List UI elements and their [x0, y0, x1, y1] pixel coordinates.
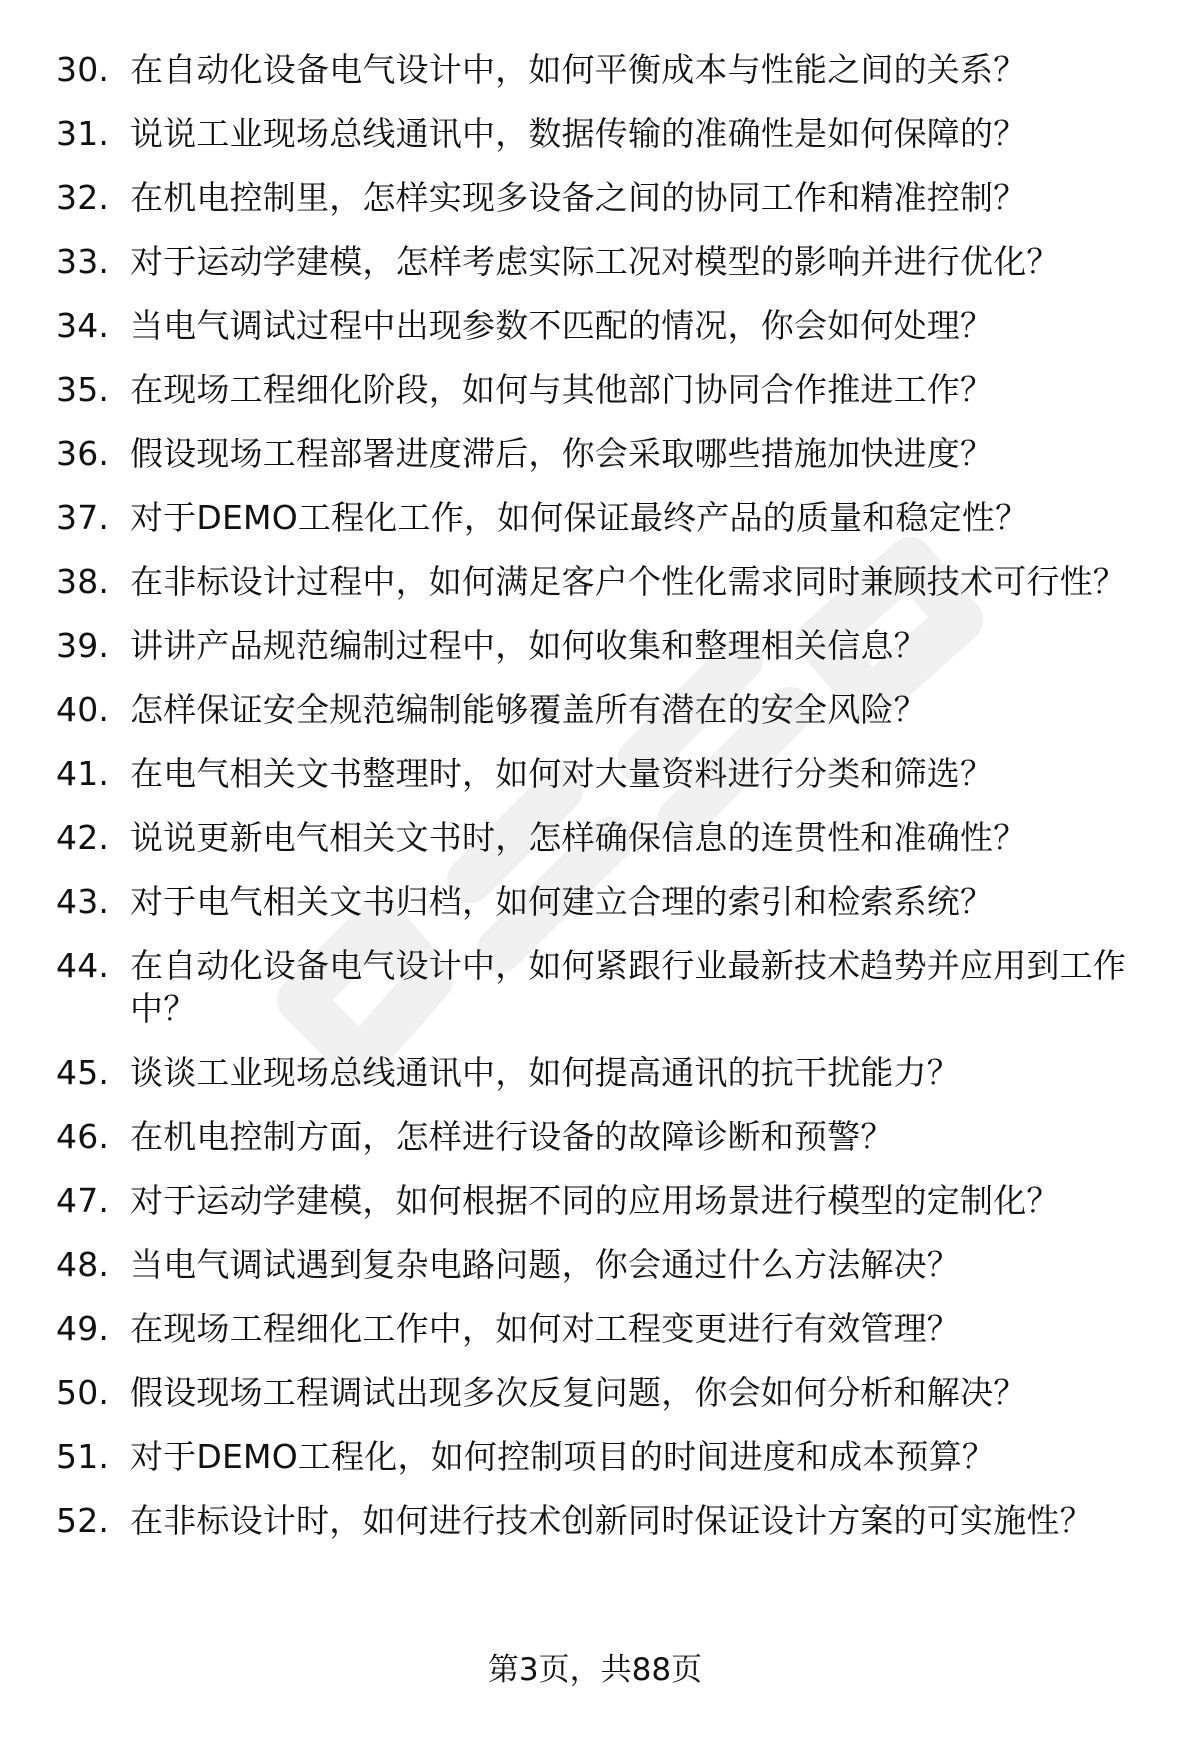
question-text: 讲讲产品规范编制过程中，如何收集和整理相关信息？: [130, 626, 927, 665]
question-text: 对于运动学建模，怎样考虑实际工况对模型的影响并进行优化？: [130, 242, 1060, 281]
question-item: [56, 752, 1146, 795]
question-number: 38.: [56, 562, 110, 601]
question-number: 44.: [56, 946, 110, 985]
question-text: 在机电控制方面，怎样进行设备的故障诊断和预警？: [130, 1117, 894, 1156]
question-number: 45.: [56, 1053, 110, 1092]
question-item: [56, 432, 1146, 475]
question-number: 51.: [56, 1437, 110, 1476]
question-number: 42.: [56, 818, 110, 857]
question-item: [56, 560, 1146, 603]
question-number: 47.: [56, 1181, 110, 1220]
question-number: 41.: [56, 754, 110, 793]
question-number: 30.: [56, 50, 110, 89]
question-item: [56, 1371, 1146, 1414]
question-item: [56, 1499, 1146, 1542]
question-item: [56, 1179, 1146, 1222]
question-number: 33.: [56, 242, 110, 281]
question-item: [56, 176, 1146, 219]
question-item: [56, 112, 1146, 155]
question-item: [56, 880, 1146, 923]
question-text: 当电气调试遇到复杂电路问题，你会通过什么方法解决？: [130, 1245, 960, 1284]
question-number: 35.: [56, 370, 110, 409]
question-number: 49.: [56, 1309, 110, 1348]
question-number: 32.: [56, 178, 110, 217]
question-item: [56, 1435, 1146, 1478]
question-item: [56, 1051, 1146, 1094]
question-item: [56, 304, 1146, 347]
question-text: 在非标设计时，如何进行技术创新同时保证设计方案的可实施性？: [130, 1501, 1093, 1540]
question-item: [56, 624, 1146, 667]
question-number: 36.: [56, 434, 110, 473]
question-item: [56, 1115, 1146, 1158]
question-number: 46.: [56, 1117, 110, 1156]
question-text: 在电气相关文书整理时，如何对大量资料进行分类和筛选？: [130, 754, 994, 793]
question-item: [56, 816, 1146, 859]
question-item: [56, 944, 1146, 1030]
question-item: [56, 48, 1146, 91]
question-item: [56, 1307, 1146, 1350]
question-item: [56, 496, 1146, 539]
question-number: 50.: [56, 1373, 110, 1412]
question-text: 怎样保证安全规范编制能够覆盖所有潜在的安全风险？: [130, 690, 927, 729]
question-text: 对于DEMO工程化工作，如何保证最终产品的质量和稳定性？: [130, 498, 1029, 537]
question-item: [56, 368, 1146, 411]
question-item: [56, 240, 1146, 283]
question-number: 39.: [56, 626, 110, 665]
page-number-footer: 第3页，共88页: [487, 1652, 703, 1688]
question-list: [56, 48, 1146, 1563]
question-text: 在非标设计过程中，如何满足客户个性化需求同时兼顾技术可行性？: [130, 562, 1126, 601]
question-item: [56, 1243, 1146, 1286]
question-number: 40.: [56, 690, 110, 729]
question-text: 假设现场工程调试出现多次反复问题，你会如何分析和解决？: [130, 1373, 1027, 1412]
question-number: 43.: [56, 882, 110, 921]
question-text: 对于DEMO工程化，如何控制项目的时间进度和成本预算？: [130, 1437, 996, 1476]
question-text: 在现场工程细化阶段，如何与其他部门协同合作推进工作？: [130, 370, 994, 409]
question-text: 当电气调试过程中出现参数不匹配的情况，你会如何处理？: [130, 306, 994, 345]
question-number: 31.: [56, 114, 110, 153]
question-text: 对于运动学建模，如何根据不同的应用场景进行模型的定制化？: [130, 1181, 1060, 1220]
question-number: 52.: [56, 1501, 110, 1540]
question-text: 假设现场工程部署进度滞后，你会采取哪些措施加快进度？: [130, 434, 994, 473]
question-text: 说说更新电气相关文书时，怎样确保信息的连贯性和准确性？: [130, 818, 1027, 857]
question-text: 对于电气相关文书归档，如何建立合理的索引和检索系统？: [130, 882, 994, 921]
question-number: 48.: [56, 1245, 110, 1284]
question-text: 在机电控制里，怎样实现多设备之间的协同工作和精准控制？: [130, 178, 1027, 217]
question-text: 说说工业现场总线通讯中，数据传输的准确性是如何保障的？: [130, 114, 1027, 153]
question-item: [56, 688, 1146, 731]
question-text: 在自动化设备电气设计中，如何紧跟行业最新技术趋势并应用到工作中？: [130, 946, 1126, 1028]
question-number: 34.: [56, 306, 110, 345]
question-text: 在自动化设备电气设计中，如何平衡成本与性能之间的关系？: [130, 50, 1027, 89]
question-text: 谈谈工业现场总线通讯中，如何提高通讯的抗干扰能力？: [130, 1053, 960, 1092]
question-text: 在现场工程细化工作中，如何对工程变更进行有效管理？: [130, 1309, 960, 1348]
question-number: 37.: [56, 498, 110, 537]
